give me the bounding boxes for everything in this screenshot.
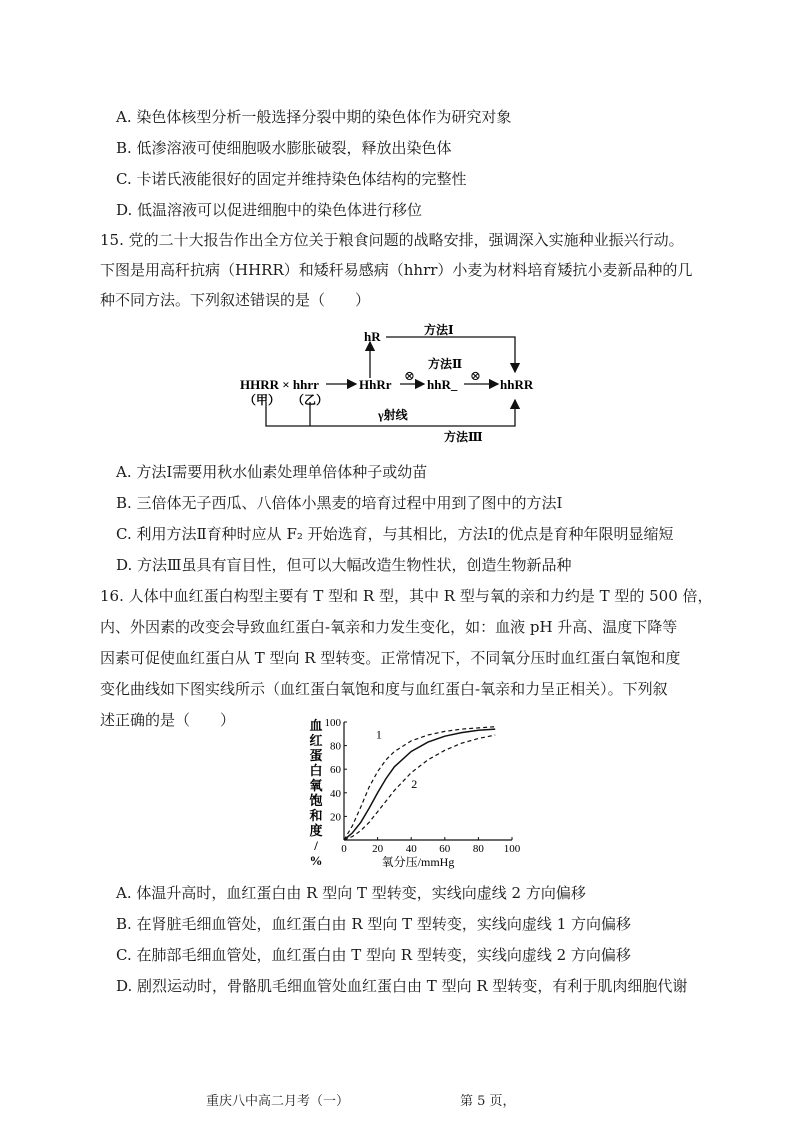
q15-stem-line-1: 15. 党的二十大报告作出全方位关于粮食问题的战略安排，强调深入实施种业振兴行动。 [100, 231, 684, 249]
q16-stem-line-4: 变化曲线如下图实线所示（血红蛋白氧饱和度与血红蛋白-氧亲和力呈正相关）。下列叙 [100, 680, 668, 698]
y-tick-label: 20 [330, 811, 341, 824]
series-line-3 [344, 735, 495, 840]
curve-label-2: 2 [411, 777, 418, 792]
q15-option-a: A. 方法Ⅰ需要用秋水仙素处理单倍体种子或幼苗 [116, 463, 428, 481]
y-tick-label: 80 [330, 740, 341, 753]
method-2-label: 方法Ⅱ [428, 357, 463, 371]
q16-stem-line-1: 16. 人体中血红蛋白构型主要有 T 型和 R 型，其中 R 型与氧的亲和力约是 T 型的 500 倍， [100, 587, 713, 605]
parents-genotypes: HHRR × hhrr [240, 377, 319, 392]
footer-exam-title: 重庆八中高二月考（一） [206, 1094, 350, 1109]
oxygen-saturation-chart [290, 712, 535, 870]
gamma-ray-label: γ射线 [378, 408, 408, 422]
x-tick-label: 20 [372, 843, 384, 855]
curve-label-1: 1 [375, 727, 382, 742]
q15-option-c: C. 利用方法Ⅱ育种时应从 F₂ 开始选育，与其相比，方法Ⅰ的优点是育种年限明显缩短 [116, 525, 674, 543]
q16-stem-line-5: 述正确的是（ ） [100, 711, 236, 729]
parent-jia-label: （甲） [244, 393, 281, 407]
series-line-1 [344, 727, 495, 840]
y-axis-label: 血红蛋白氧饱和度/ % [309, 718, 323, 868]
f1-genotype: HhRr [359, 377, 392, 392]
q14-option-c: C. 卡诺氏液能很好的固定并维持染色体结构的完整性 [116, 170, 467, 188]
q16-option-b: B. 在肾脏毛细血管处，血红蛋白由 R 型向 T 型转变，实线向虚线 1 方向偏移 [116, 915, 632, 933]
q16-option-c: C. 在肺部毛细血管处，血红蛋白由 T 型向 R 型转变，实线向虚线 2 方向偏移 [116, 946, 631, 964]
y-tick-label: 100 [324, 717, 341, 729]
q16-stem-line-2: 内、外因素的改变会导致血红蛋白-氧亲和力发生变化，如：血液 pH 升高、温度下降等 [100, 618, 678, 636]
haploid-genotype: hR [364, 329, 381, 344]
q16-option-d: D. 剧烈运动时，骨骼肌毛细血管处血红蛋白由 T 型向 R 型转变，有利于肌肉细胞代谢 [116, 977, 688, 995]
x-axis-label: 氧分压/mmHg [381, 855, 455, 869]
intermediate-genotype: hhR_ [427, 377, 458, 392]
method-1-label: 方法Ⅰ [424, 323, 454, 337]
y-tick-label: 40 [330, 787, 341, 800]
selfing-icon: ⊗ [404, 368, 415, 383]
x-tick-label: 100 [503, 843, 521, 855]
q16-option-a: A. 体温升高时，血红蛋白由 R 型向 T 型转变，实线向虚线 2 方向偏移 [116, 884, 586, 902]
q14-option-a: A. 染色体核型分析一般选择分裂中期的染色体作为研究对象 [116, 108, 512, 126]
x-tick-label: 0 [341, 843, 347, 855]
selfing-icon-2: ⊗ [470, 368, 481, 383]
q14-option-b: B. 低渗溶液可使细胞吸水膨胀破裂，释放出染色体 [116, 139, 452, 157]
q16-stem-line-3: 因素可促使血红蛋白从 T 型向 R 型转变。正常情况下，不同氧分压时血红蛋白氧饱和度 [100, 649, 681, 667]
x-tick-label: 40 [405, 843, 417, 855]
q14-option-d: D. 低温溶液可以促进细胞中的染色体进行移位 [116, 201, 423, 219]
x-tick-label: 80 [472, 843, 484, 855]
q15-option-b: B. 三倍体无子西瓜、八倍体小黑麦的培育过程中用到了图中的方法Ⅰ [116, 494, 563, 512]
target-genotype: hhRR [500, 377, 534, 392]
breeding-methods-diagram [238, 320, 558, 450]
method-3-label: 方法Ⅲ [444, 430, 483, 444]
footer-page-number: 第 5 页， [460, 1094, 516, 1109]
q15-stem-line-2: 下图是用高秆抗病（HHRR）和矮秆易感病（hhrr）小麦为材料培育矮抗小麦新品种的几 [100, 261, 693, 279]
q15-option-d: D. 方法Ⅲ虽具有盲目性，但可以大幅改造生物性状，创造生物新品种 [116, 556, 572, 574]
y-tick-label: 60 [330, 764, 341, 777]
series-line-2 [344, 729, 495, 840]
parent-yi-label: （乙） [292, 393, 329, 407]
x-tick-label: 60 [439, 843, 451, 855]
q15-stem-line-3: 种不同方法。下列叙述错误的是（ ） [100, 291, 371, 309]
